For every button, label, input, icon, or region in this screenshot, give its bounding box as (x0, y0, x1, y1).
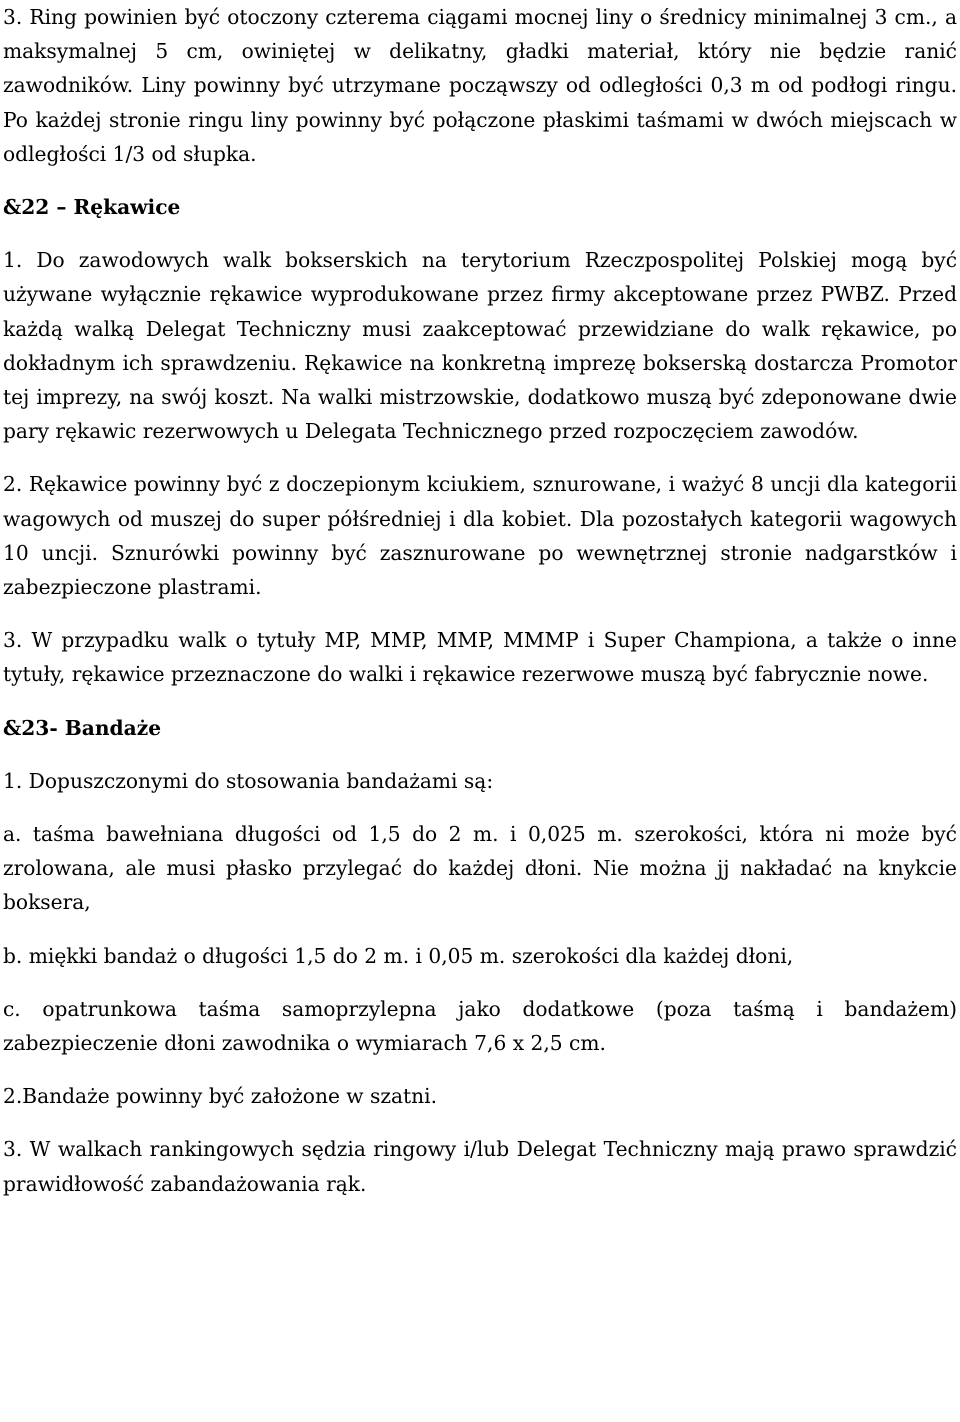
paragraph-bandages-a: a. taśma bawełniana długości od 1,5 do 2 m. i 0,025 m. szerokości, która ni może być zrolowana, ale musi płasko przylegać do każdej dłoni. Nie można jj nakładać na knykcie boksera, (3, 822, 957, 915)
paragraph-bandages-2: 2.Bandaże powinny być założone w szatni. (3, 1084, 438, 1109)
section-heading-gloves: &22 – Rękawice (3, 195, 181, 220)
paragraph-gloves-3: 3. W przypadku walk o tytuły MP, MMP, MMP, MMMP i Super Championa, a także o inne tytuły, rękawice przeznaczone do walki i rękawice rezerwowe muszą być fabrycznie nowe. (3, 628, 957, 687)
paragraph-gloves-1: 1. Do zawodowych walk bokserskich na terytorium Rzeczpospolitej Polskiej mogą być używane wyłącznie rękawice wyprodukowane przez firmy akceptowane przez PWBZ. Przed każdą walką Delegat Techniczny musi zaakceptować przewidziane do walk rękawice, po dokładnym ich sprawdzeniu. Rękawice na konkretną imprezę bokserską dostarcza Promotor tej imprezy, na swój koszt. Na walki mistrzowskie, dodatkowo muszą być zdeponowane dwie pary rękawic rezerwowych u Delegata Technicznego przed rozpoczęciem zawodów. (3, 248, 957, 444)
paragraph-ring-ropes: 3. Ring powinien być otoczony czterema ciągami mocnej liny o średnicy minimalnej 3 cm., a maksymalnej 5 cm, owiniętej w delikatny, gładki materiał, który nie będzie ranić zawodników. Liny powinny być utrzymane począwszy od odległości 0,3 m od podłogi ringu. Po każdej stronie ringu liny powinny być połączone płaskimi taśmami w dwóch miejscach w odległości 1/3 od słupka. (3, 5, 957, 166)
section-heading-bandages: &23- Bandaże (3, 715, 162, 740)
paragraph-bandages-1: 1. Dopuszczonymi do stosowania bandażami są: (3, 768, 494, 793)
paragraph-gloves-2: 2. Rękawice powinny być z doczepionym kciukiem, sznurowane, i ważyć 8 uncji dla kategorii wagowych od muszej do super półśredniej i dla kobiet. Dla pozostałych kategorii wagowych 10 uncji. Sznurówki powinny być zasznurowane po wewnętrznej stronie nadgarstków i zabezpieczone plastrami. (3, 472, 957, 600)
paragraph-bandages-3: 3. W walkach rankingowych sędzia ringowy i/lub Delegat Techniczny mają prawo sprawdzić prawidłowość zabandażowania rąk. (3, 1137, 957, 1196)
paragraph-bandages-b: b. miękki bandaż o długości 1,5 do 2 m. i 0,05 m. szerokości dla każdej dłoni, (3, 943, 794, 968)
paragraph-bandages-c: c. opatrunkowa taśma samoprzylepna jako dodatkowe (poza taśmą i bandażem) zabezpieczenie dłoni zawodnika o wymiarach 7,6 x 2,5 cm. (3, 996, 957, 1056)
